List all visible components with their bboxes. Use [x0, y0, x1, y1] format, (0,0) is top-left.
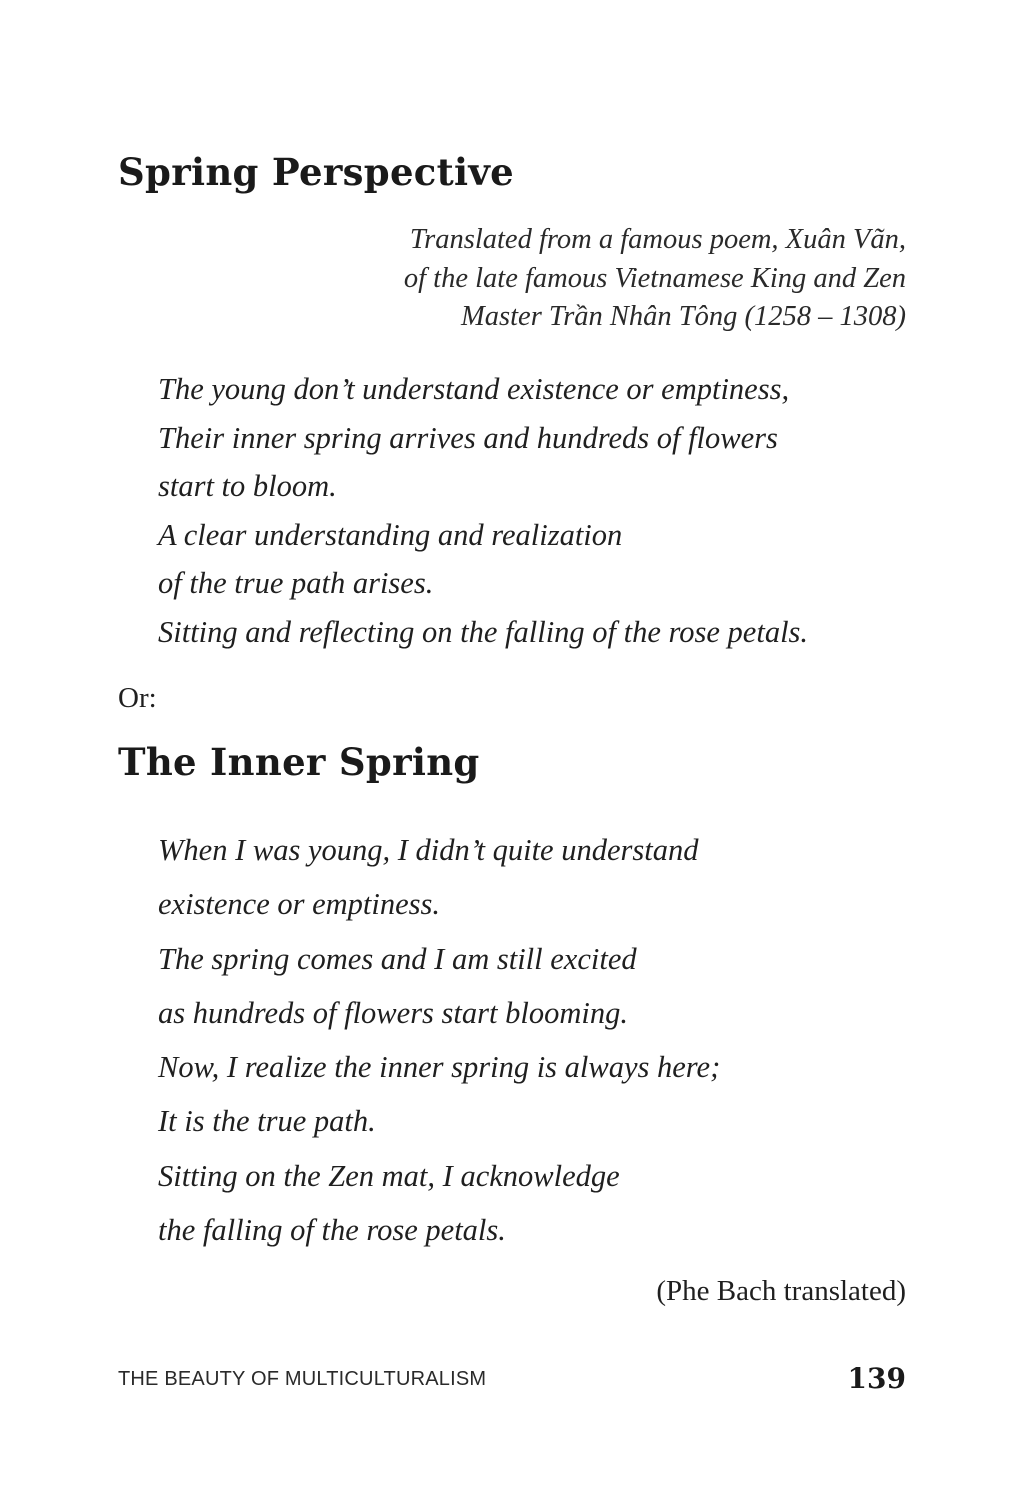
- poem-line: start to bloom.: [158, 469, 337, 503]
- poem-line: It is the true path.: [158, 1104, 376, 1139]
- poem-inner-spring: [158, 823, 720, 1257]
- poem-title-inner-spring: The Inner Spring: [118, 740, 480, 784]
- poem-line: existence or emptiness.: [158, 887, 441, 922]
- poem-line: as hundreds of flowers start blooming.: [158, 995, 628, 1030]
- poem-line: the falling of the rose petals.: [158, 1213, 506, 1248]
- alternative-connector: Or:: [118, 682, 157, 714]
- translation-note-line: Translated from a famous poem, Xuân Vãn,: [409, 224, 906, 255]
- translation-note-line: Master Trần Nhân Tông (1258 – 1308): [461, 301, 906, 332]
- poem-title-spring-perspective: Spring Perspective: [118, 150, 515, 194]
- page-number: 139: [847, 1362, 906, 1395]
- running-footer-book-title: THE BEAUTY OF MULTICULTURALISM: [118, 1368, 487, 1390]
- translation-note: [286, 221, 906, 337]
- poem-line: The young don’t understand existence or emptiness,: [158, 372, 790, 406]
- poem-line: Their inner spring arrives and hundreds of flowers: [158, 420, 778, 455]
- poem-line: When I was young, I didn’t quite understand: [158, 833, 699, 867]
- poem-line: Sitting and reflecting on the falling of the rose petals.: [158, 614, 809, 649]
- poem-line: Now, I realize the inner spring is always here;: [158, 1050, 721, 1085]
- poem-line: The spring comes and I am still excited: [158, 941, 637, 976]
- poem-line: Sitting on the Zen mat, I acknowledge: [158, 1158, 620, 1193]
- translation-note-line: of the late famous Vietnamese King and Zen: [403, 262, 906, 294]
- poem-spring-perspective: [158, 365, 808, 656]
- poem-line: of the true path arises.: [158, 566, 434, 600]
- poem-line: A clear understanding and realization: [158, 517, 623, 552]
- translator-attribution: (Phe Bach translated): [656, 1275, 906, 1307]
